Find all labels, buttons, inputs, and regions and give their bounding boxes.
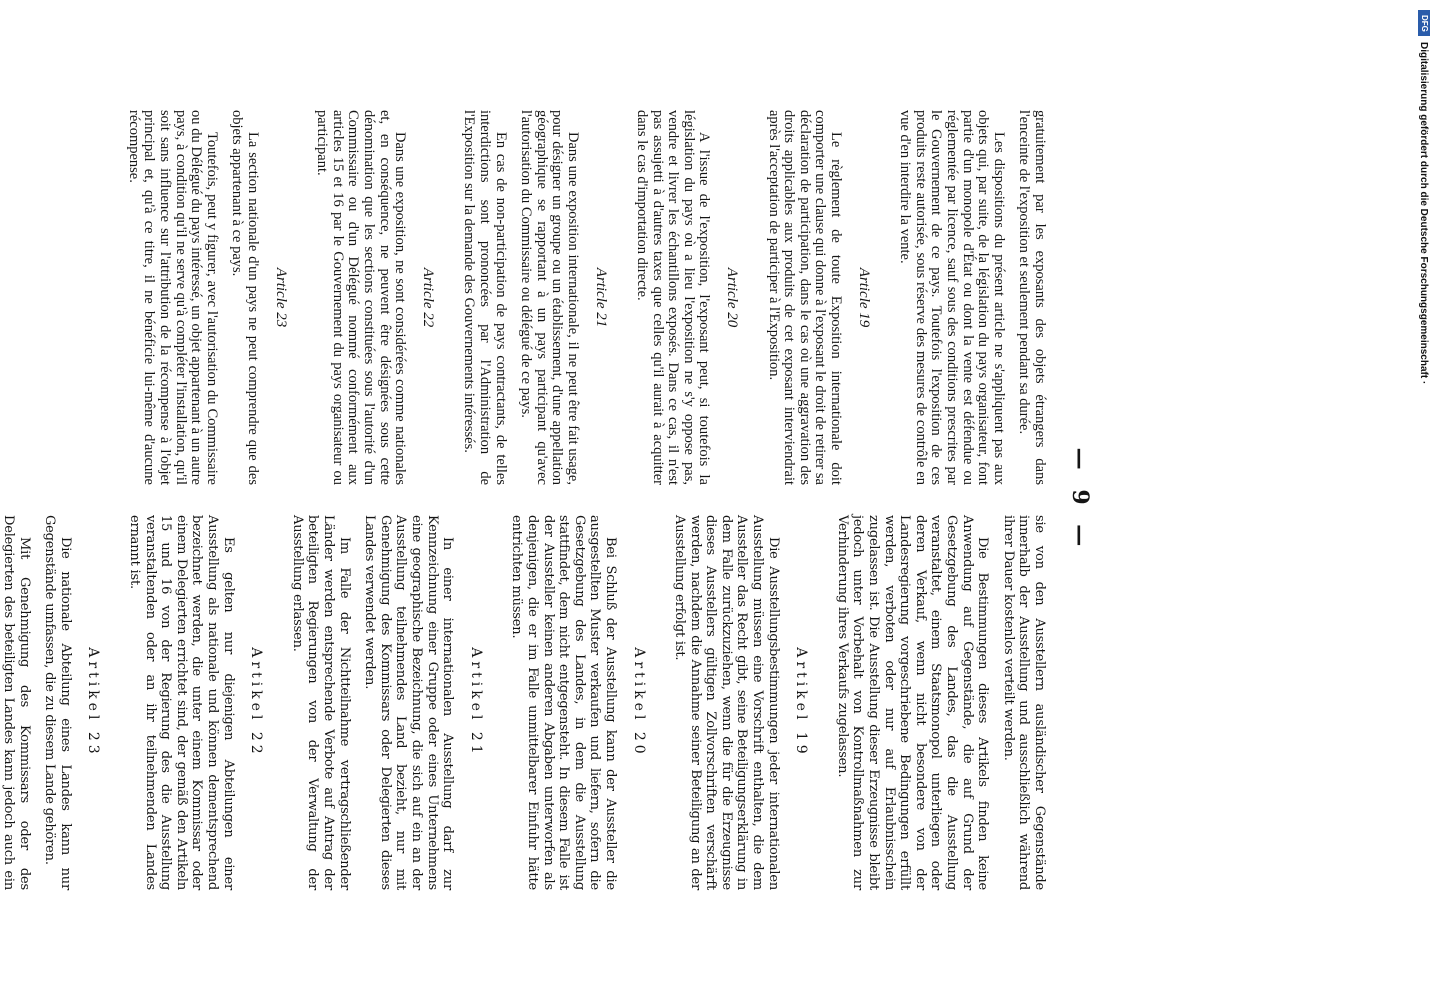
de-paragraph: sie von den Ausstellern ausländischer Gegenstände innerhalb der Ausstellung und ausschließlich während ihrer Dauer kostenlos verteilt werden. — [1000, 515, 1047, 890]
de-paragraph: Mit Genehmigung des Kommissars oder des Delegierten des beteiligten Landes kann jedoch auch ein — [1, 515, 32, 890]
fr-paragraph: Dans une exposition internationale, il ne peut être fait usage, pour désigner un groupe ou un établissement, d'une appellation géographique se rapportant à un pays participant qu'avec l'autorisation du Commissaire ou délégué de ce pays. — [518, 110, 581, 485]
de-paragraph: Es gelten nur diejenigen Abteilungen einer Ausstellung als nationale und können dementsprechend bezeichnet werden, die unter einem Kommissar oder einem Delegierten errichtet sind, der gemäß den Artikeln 15 und 16 von der Regierung des die Ausstellung veranstaltenden oder an ihr teilnehmenden Landes ernannt ist. — [127, 515, 236, 890]
fr-paragraph: gratuitement par les exposants des objets étrangers dans l'enceinte de l'exposition et seulement pendant sa durée. — [1016, 110, 1048, 485]
de-paragraph: Die nationale Abteilung eines Landes kann nur Gegenstände umfassen, die zu diesem Lande gehören. — [42, 515, 73, 890]
dfg-logo: DFG — [1418, 10, 1430, 36]
fr-paragraph: Les dispositions du présent article ne s'appliquent pas aux objets qui, par suite, de la législation du pays organisateur, font partie d'un monopole d'État ou dont la vente est défendue ou réglementée par licence, sauf sous des conditions prescrites par le Gouvernement de ce pays. Toutefois l'exposition de ces produits reste autorisée, sous réserve des mesures de contrôle en vue d'en interdire la vente. — [897, 110, 1007, 485]
fr-paragraph: En cas de non-participation de pays contractants, de telles interdictions sont prononcées par l'Administration de l'Exposition sur la demande des Gouvernements intéressés. — [461, 110, 509, 485]
page-number: — 9 — — [1067, 447, 1093, 553]
digitization-credit-text: Digitalisierung gefördert durch die Deutsche Forschungsgemeinschaft · — [1418, 42, 1429, 385]
fr-paragraph: Le règlement de toute Exposition internationale doit comporter une clause qui donne à l'exposant le droit de retirer sa déclaration de participation, dans le cas où une aggravation des droits applicables aux produits de cet exposant interviendrait après l'acceptation de participer à l'Exposition. — [765, 110, 845, 485]
fr-article-23-heading: Article 23 — [272, 267, 289, 328]
fr-article-19-heading: Article 19 — [855, 267, 872, 328]
de-paragraph: Im Falle der Nichtteilnahme vertragschließender Länder werden entsprechende Verbote auf Antrag der beteiligten Regierungen von der Verwaltung der Ausstellung erlassen. — [289, 515, 352, 890]
de-article-21-heading: Artikel 21 — [467, 647, 484, 758]
fr-article-20-heading: Article 20 — [724, 267, 741, 328]
de-article-23-heading: Artikel 23 — [85, 647, 102, 758]
fr-article-22-heading: Article 22 — [419, 267, 436, 328]
de-article-20-heading: Artikel 20 — [630, 647, 647, 758]
de-paragraph: Die Ausstellungsbestimmungen jeder internationalen Ausstellung müssen eine Vorschrift enthalten, die dem Aussteller das Recht gibt, seine Beteiligungserklärung in dem Falle zurückzuziehen, wenn die für die Erzeugnisse dieses Ausstellers gültigen Zollvorschriften verschärft werden, nachdem die Annahme seiner Beteiligung an der Ausstellung erfolgt ist. — [672, 515, 781, 890]
fr-paragraph: Toutefois, peut y figurer, avec l'autorisation du Commissaire ou du Délégué du pays intéressé, un objet appartenant à un autre pays, à condition qu'il ne serve qu'à compléter l'installation, qu'il soit sans influence sur l'attribution de la récompense à l'objet principal et, qu'à ce titre, il ne bénéficie lui-même d'aucune récompense. — [125, 110, 220, 485]
de-article-22-heading: Artikel 22 — [248, 647, 265, 758]
rotated-document-page — [0, 90, 1117, 910]
fr-article-21-heading: Article 21 — [592, 267, 609, 328]
german-column — [0, 515, 1047, 890]
fr-paragraph: Dans une exposition, ne sont considérées comme nationales et, en conséquence, ne peuvent être désignées sous cette dénomination que les sections constituées sous l'autorité d'un Commissaire ou d'un Délégué nommé conformément aux articles 15 et 16 par le Gouvernement du pays organisateur ou participant. — [314, 110, 409, 485]
french-column — [115, 110, 1047, 485]
fr-paragraph: A l'issue de l'exposition, l'exposant peut, si toutefois la législation du pays où a lieu l'exposition ne s'y oppose pas, vendre et livrer les échantillons exposés. Dans ce cas, il n'est pas assujetti à d'autres taxes que celles qu'il aurait à acquitter dans le cas d'importation directe. — [634, 110, 713, 485]
fr-paragraph: La section nationale d'un pays ne peut comprendre que des objets appartenant à ce pays. — [229, 110, 262, 485]
digitization-credit-sidebar — [1404, 0, 1434, 1000]
de-paragraph: Bei Schluß der Ausstellung kann der Aussteller die ausgestellten Muster verkaufen und liefern, sofern die Gesetzgebung des Landes, in dem die Ausstellung stattfindet, dem nicht entgegensteht. In diesem Falle ist der Aussteller keinen anderen Abgaben unterworfen als denjenigen, die er im Falle unmittelbarer Einfuhr hätte entrichten müssen. — [509, 515, 618, 890]
de-paragraph: In einer internationalen Ausstellung darf zur Kennzeichnung einer Gruppe oder eines Unternehmens eine geographische Bezeichnung, die sich auf ein an der Ausstellung teilnehmendes Land bezieht, nur mit Genehmigung des Kommissars oder Delegierten dieses Landes verwendet werden. — [362, 515, 456, 890]
de-paragraph: Die Bestimmungen dieses Artikels finden keine Anwendung auf Gegenstände, die auf Grund der Gesetzgebung des Landes, das die Ausstellung veranstaltet, einem Staatsmonopol unterliegen oder deren Verkauf, wenn nicht besondere von der Landesregierung vorgeschriebene Bedingungen erfüllt werden, verboten oder nur auf Erlaubnisschein zugelassen ist. Die Ausstellung dieser Erzeugnisse bleibt jedoch unter Vorbehalt von Kontrollmaßnahmen zur Verhinderung ihres Verkaufs zugelassen. — [834, 515, 991, 890]
de-article-19-heading: Artikel 19 — [793, 647, 810, 758]
